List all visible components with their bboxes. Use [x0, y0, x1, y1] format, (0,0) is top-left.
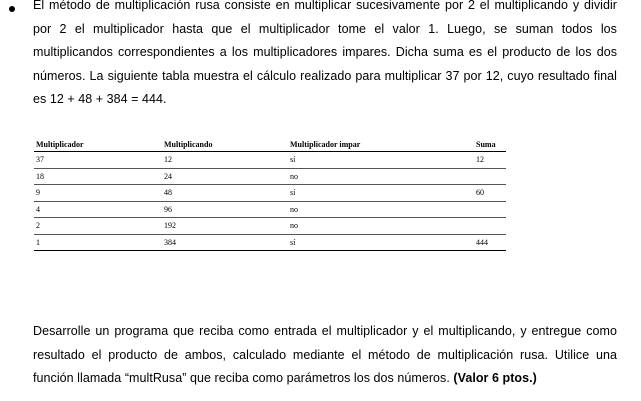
table-row	[34, 235, 506, 252]
table-cell: sí	[290, 237, 296, 247]
table-cell: 24	[164, 171, 172, 181]
table-cell: 192	[164, 221, 176, 230]
table-cell: 37	[36, 155, 44, 164]
table-row	[34, 152, 506, 169]
task-paragraph	[33, 320, 617, 391]
table-cell: 96	[164, 204, 172, 214]
intro-paragraph: El método de multiplicación rusa consiste en multiplicar sucesivamente por 2 el multiplicando y dividir por 2 el multiplicador hasta que el multiplicador tome el valor 1. Luego, se suman todos los multiplicandos correspondientes a los multiplicadores impares. Dicha suma es el producto de los dos números. La siguiente tabla muestra el cálculo realizado para multiplicar 37 por 12, cuyo resultado final es 12 + 48 + 384 = 444.	[33, 0, 617, 106]
table-cell: 60	[476, 188, 484, 197]
table-cell: 48	[164, 188, 172, 197]
table-row	[34, 185, 506, 202]
table-cell: sí	[290, 188, 296, 197]
table-cell: 18	[36, 171, 44, 181]
table-cell: 444	[476, 237, 488, 247]
header-cell: Multiplicador impar	[290, 140, 361, 149]
table-cell: no	[290, 221, 298, 230]
header-cell: Suma	[476, 140, 496, 149]
task-score: (Valor 6 ptos.)	[453, 371, 537, 385]
table-cell: 4	[36, 204, 40, 214]
table-header-row	[34, 138, 506, 152]
multiplication-table	[34, 138, 506, 251]
table-row	[34, 169, 506, 186]
task-text: Desarrolle un programa que reciba como entrada el multiplicador y el multiplicando, y entregue como resultado el producto de ambos, calculado mediante el método de multiplicación rusa. Utilice una función llamada “multRusa” que reciba como parámetros los dos números.	[33, 324, 617, 385]
table-cell: 9	[36, 188, 40, 197]
table-cell: 384	[164, 237, 176, 247]
table-row	[34, 202, 506, 219]
table-cell: 1	[36, 237, 40, 247]
table-cell: 2	[36, 221, 40, 230]
header-cell: Multiplicador	[36, 140, 84, 149]
table-row	[34, 218, 506, 235]
table-cell: 12	[476, 155, 484, 164]
header-cell: Multiplicando	[164, 140, 213, 149]
table-cell: no	[290, 204, 298, 214]
table-cell: no	[290, 171, 298, 181]
table-cell: sí	[290, 155, 296, 164]
table-cell: 12	[164, 155, 172, 164]
bullet-point	[9, 6, 15, 12]
